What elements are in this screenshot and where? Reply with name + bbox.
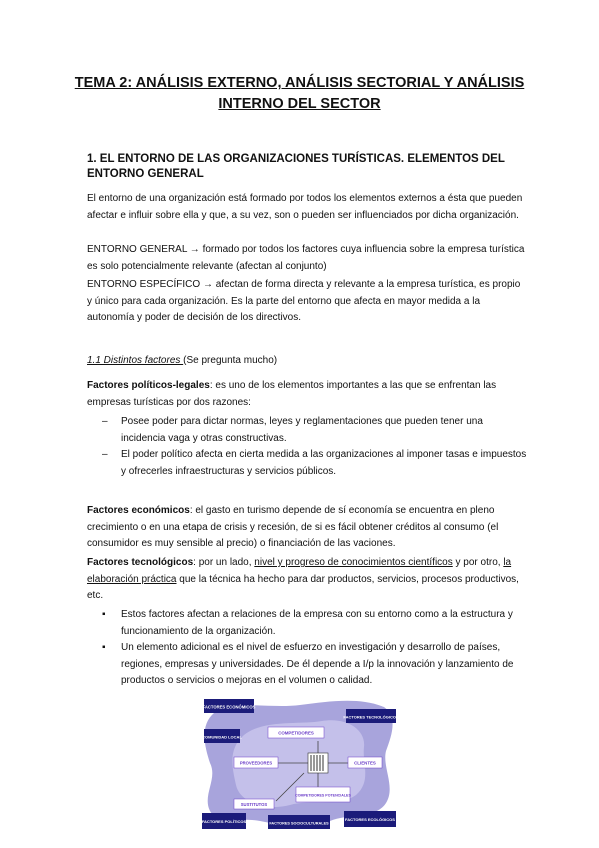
list-item-text: Estos factores afectan a relaciones de la empresa con su entorno como a la estructura y funcionamiento de la organización. [121, 609, 513, 637]
economicos-label: Factores económicos [87, 505, 190, 516]
page-title: TEMA 2: ANÁLISIS EXTERNO, ANÁLISIS SECTORIAL Y ANÁLISIS INTERNO DEL SECTOR [74, 75, 525, 112]
inner-factor-label: CLIENTES [354, 760, 376, 766]
list-item-text: Un elemento adicional es el nivel de esfuerzo en investigación y desarrollo de países, regiones, empresas y universidades. De él depende a I/p la innovación y lanzamiento de productos o servicios o mejoras en el volumen o calidad. [121, 642, 514, 686]
tecnologicos-text: que la técnica ha hecho para dar productos, servicios, procesos productivos, etc. [87, 573, 519, 601]
intro-paragraph: El entorno de una organización está formado por todos los elementos externos a ésta que pueden afectar e influir sobre ella y que, a su vez, son o pueden ser influenciados por dicha organización. [87, 193, 523, 221]
list-item [87, 607, 527, 640]
politicos-label: Factores políticos-legales [87, 380, 210, 391]
dash-marker: – [102, 416, 108, 427]
tecnologicos-emphasis-b: la elaboración práctica [87, 557, 512, 585]
tecnologicos-paragraph [87, 555, 527, 605]
list-item [87, 640, 527, 690]
outer-factor-label: FACTORES TECNOLÓGICOS [343, 714, 399, 720]
dash-marker: – [102, 449, 108, 460]
company-icon [308, 753, 328, 773]
list-item-text: El poder político afecta en cierta medida a las organizaciones al imponer tasas e impuestos y ofrecerles infraestructuras y servicios públicos. [121, 449, 527, 477]
tecnologicos-text: y por otro, [452, 557, 504, 568]
list-item-text: Posee poder para dictar normas, leyes y reglamentaciones que pueden tener una incidencia vaga y otras constructivas. [121, 416, 483, 444]
tecnologicos-emphasis-a: nivel y progreso de conocimientos científicos [254, 557, 453, 568]
tecnologicos-label: Factores tecnológicos [87, 557, 194, 568]
entorno-general-paragraph: ENTORNO GENERAL → formado por todos los factores cuya influencia sobre la empresa turística es solo potencialmente relevante (afectan al conjunto) [87, 244, 525, 272]
politicos-paragraph [87, 378, 527, 411]
outer-factor-label: FACTORES SOCIOCULTURALES [269, 821, 329, 826]
subsection-title: 1.1 Distintos factores [87, 355, 184, 366]
outer-factor-label: FACTORES ECONÓMICOS [202, 704, 256, 710]
inner-factor-label: COMPETIDORES [278, 730, 314, 736]
inner-factor-label: SUSTITUTOS [240, 802, 268, 807]
list-item [87, 414, 527, 447]
entorno-diagram-graphic [200, 695, 400, 832]
inner-factor-label: COMPETIDORES POTENCIALES [295, 793, 351, 798]
outer-factor-label: FACTORES ECOLÓGICOS [345, 817, 395, 822]
tecnologicos-list [87, 607, 527, 690]
economicos-paragraph [87, 503, 527, 553]
subsection-heading [87, 353, 527, 370]
square-bullet-marker: ▪ [102, 642, 106, 653]
outer-factor-label: FACTORES POLÍTICOS [201, 819, 247, 824]
list-item [87, 447, 527, 480]
entorno-diagram [200, 695, 400, 832]
politicos-list [87, 414, 527, 480]
section-heading: 1. EL ENTORNO DE LAS ORGANIZACIONES TURÍSTICAS. ELEMENTOS DEL ENTORNO GENERAL [87, 153, 505, 180]
subsection-note: (Se pregunta mucho) [183, 355, 278, 366]
economicos-text: : el gasto en turismo depende de sí economía se encuentra en pleno crecimiento o en una etapa de crisis y recesión, de si es fácil obtener créditos al consumo (el consumidor es muy sensible al precio) o financiación de las vaciones. [87, 505, 499, 549]
tecnologicos-text: : por un lado, [193, 557, 255, 568]
outer-factor-label: COMUNIDAD LOCAL [202, 734, 242, 740]
inner-factor-label: PROVEEDORES [239, 760, 273, 766]
entorno-especifico-paragraph: ENTORNO ESPECÍFICO → afectan de forma directa y relevante a la empresa turística, es propio y único para cada organización. Es la parte del entorno que afecta en mayor medida a la autonomía y poder de decisión de los directivos. [87, 279, 521, 323]
square-bullet-marker: ▪ [102, 609, 106, 620]
politicos-text: : es uno de los elementos importantes a las que se enfrentan las empresas turísticas por dos razones: [87, 380, 497, 408]
